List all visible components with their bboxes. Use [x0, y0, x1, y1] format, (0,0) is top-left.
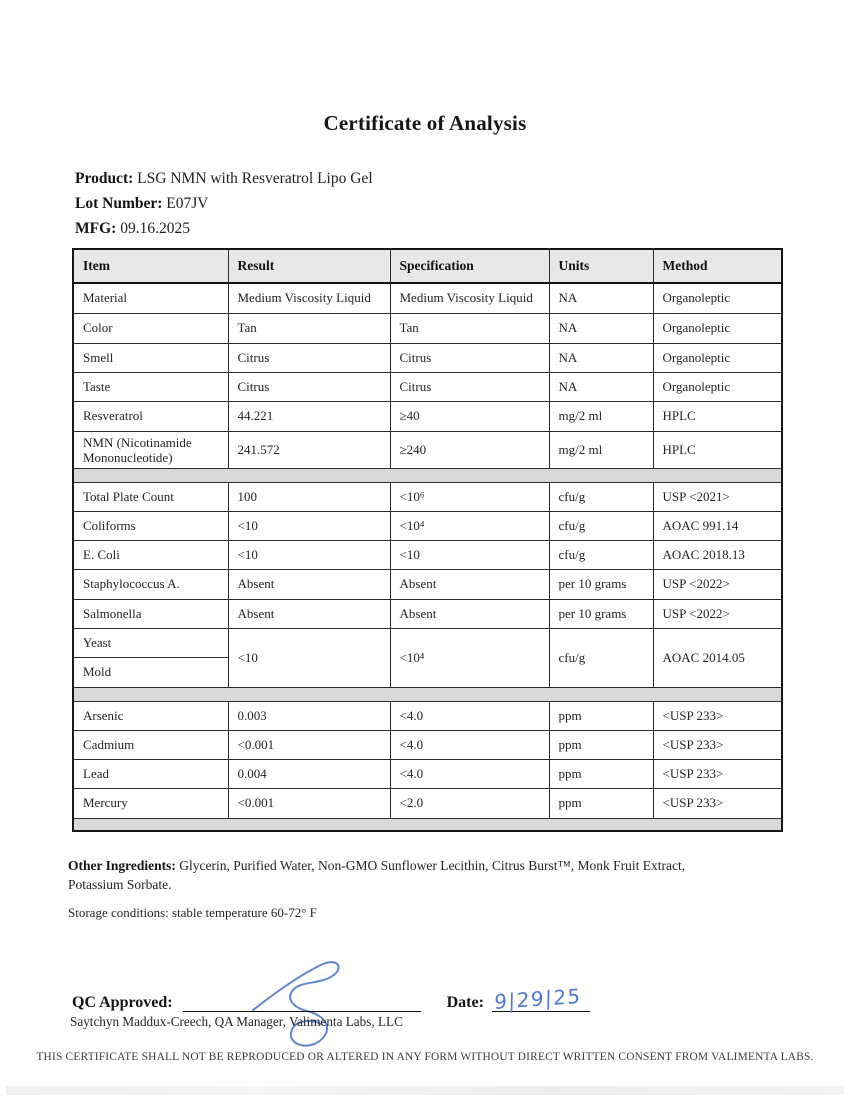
- cell-spec: Absent: [390, 569, 549, 599]
- cell-method: USP <2022>: [653, 569, 782, 599]
- table-row: [73, 730, 782, 759]
- cell-item: Material: [73, 283, 228, 313]
- cell-result: <10: [228, 628, 390, 687]
- column-header-units: Units: [549, 249, 653, 283]
- table-row: [73, 569, 782, 599]
- cell-method: <USP 233>: [653, 701, 782, 730]
- cell-result: Medium Viscosity Liquid: [228, 283, 390, 313]
- cell-units: cfu/g: [549, 628, 653, 687]
- cell-spec: <10: [390, 540, 549, 569]
- date-label: Date:: [446, 994, 484, 1011]
- cell-units: cfu/g: [549, 540, 653, 569]
- cell-method: Organoleptic: [653, 372, 782, 401]
- column-header-specification: Specification: [390, 249, 549, 283]
- table-row: [73, 599, 782, 628]
- cell-result: <10: [228, 540, 390, 569]
- cell-result: Citrus: [228, 343, 390, 372]
- cell-result: 241.572: [228, 431, 390, 468]
- approval-row: [72, 983, 590, 1014]
- cell-item: Resveratrol: [73, 401, 228, 431]
- product-label: Product:: [75, 170, 134, 187]
- scan-smudge: [6, 1086, 844, 1095]
- cell-spec: <2.0: [390, 788, 549, 818]
- cell-item: Color: [73, 313, 228, 343]
- cell-method: HPLC: [653, 401, 782, 431]
- cell-method: AOAC 2014.05: [653, 628, 782, 687]
- cell-method: <USP 233>: [653, 788, 782, 818]
- mfg-value: 09.16.2025: [120, 220, 190, 237]
- cell-spec: <10⁴: [390, 628, 549, 687]
- cell-item: Lead: [73, 759, 228, 788]
- separator-band: [73, 687, 782, 701]
- column-header-result: Result: [228, 249, 390, 283]
- cell-units: NA: [549, 343, 653, 372]
- cell-item: Mercury: [73, 788, 228, 818]
- cell-method: AOAC 991.14: [653, 511, 782, 540]
- cell-method: Organoleptic: [653, 313, 782, 343]
- cell-item: E. Coli: [73, 540, 228, 569]
- signer-name: Saytchyn Maddux-Creech, QA Manager, Valimenta Labs, LLC: [70, 1014, 403, 1029]
- cell-spec: Tan: [390, 313, 549, 343]
- product-value: LSG NMN with Resveratrol Lipo Gel: [137, 170, 373, 187]
- cell-units: NA: [549, 313, 653, 343]
- date-line: [492, 983, 590, 1014]
- cell-item: Mold: [73, 657, 228, 687]
- table-row: [73, 313, 782, 343]
- product-meta: [75, 166, 373, 241]
- mfg-line: [75, 216, 373, 241]
- table-row: [73, 482, 782, 511]
- cell-result: 0.004: [228, 759, 390, 788]
- separator-band: [73, 818, 782, 831]
- cell-item: NMN (Nicotinamide Mononucleotide): [73, 431, 228, 468]
- cell-spec: ≥40: [390, 401, 549, 431]
- column-header-method: Method: [653, 249, 782, 283]
- cell-units: cfu/g: [549, 511, 653, 540]
- signature-line: [183, 992, 421, 1012]
- cell-result: <0.001: [228, 730, 390, 759]
- cell-units: cfu/g: [549, 482, 653, 511]
- cell-item: Salmonella: [73, 599, 228, 628]
- lot-value: E07JV: [166, 195, 209, 212]
- cell-result: Citrus: [228, 372, 390, 401]
- cell-method: USP <2022>: [653, 599, 782, 628]
- table-row: [73, 372, 782, 401]
- cell-units: per 10 grams: [549, 599, 653, 628]
- page-title: Certificate of Analysis: [323, 111, 527, 135]
- other-ingredients: [68, 856, 740, 894]
- table-row: [73, 788, 782, 818]
- cell-spec: Citrus: [390, 343, 549, 372]
- cell-item: Cadmium: [73, 730, 228, 759]
- storage-conditions: Storage conditions: stable temperature 60-72° F: [68, 905, 317, 920]
- qc-approved-label: QC Approved:: [72, 994, 173, 1011]
- table-row-yeast: [73, 628, 782, 657]
- table-row: [73, 511, 782, 540]
- table-header-row: [73, 249, 782, 283]
- lot-label: Lot Number:: [75, 195, 163, 212]
- cell-units: NA: [549, 372, 653, 401]
- cell-spec: <4.0: [390, 701, 549, 730]
- cell-method: Organoleptic: [653, 283, 782, 313]
- table-row: [73, 540, 782, 569]
- column-header-item: Item: [73, 249, 228, 283]
- cell-result: <10: [228, 511, 390, 540]
- cell-result: Absent: [228, 599, 390, 628]
- cell-method: <USP 233>: [653, 730, 782, 759]
- table-row: [73, 759, 782, 788]
- cell-spec: <10⁶: [390, 482, 549, 511]
- cell-spec: ≥240: [390, 431, 549, 468]
- cell-units: per 10 grams: [549, 569, 653, 599]
- table-row: [73, 701, 782, 730]
- cell-item: Staphylococcus A.: [73, 569, 228, 599]
- cell-method: AOAC 2018.13: [653, 540, 782, 569]
- cell-item: Taste: [73, 372, 228, 401]
- cell-method: <USP 233>: [653, 759, 782, 788]
- cell-item: Coliforms: [73, 511, 228, 540]
- cell-spec: Absent: [390, 599, 549, 628]
- cell-result: <0.001: [228, 788, 390, 818]
- cell-spec: Medium Viscosity Liquid: [390, 283, 549, 313]
- cell-item: Yeast: [73, 628, 228, 657]
- table-row: [73, 283, 782, 313]
- mfg-label: MFG:: [75, 220, 117, 237]
- other-ingredients-value: Glycerin, Purified Water, Non-GMO Sunflower Lecithin, Citrus Burst™, Monk Fruit Extract, Potassium Sorbate.: [68, 857, 686, 892]
- cell-result: Tan: [228, 313, 390, 343]
- cell-units: ppm: [549, 730, 653, 759]
- cell-units: ppm: [549, 701, 653, 730]
- cell-spec: <10⁴: [390, 511, 549, 540]
- other-ingredients-label: Other Ingredients:: [68, 857, 176, 873]
- cell-item: Smell: [73, 343, 228, 372]
- cell-result: 0.003: [228, 701, 390, 730]
- cell-method: USP <2021>: [653, 482, 782, 511]
- cell-spec: Citrus: [390, 372, 549, 401]
- cell-method: HPLC: [653, 431, 782, 468]
- handwritten-date: 9|29|25: [493, 983, 582, 1014]
- cell-item: Total Plate Count: [73, 482, 228, 511]
- cell-units: ppm: [549, 759, 653, 788]
- cell-spec: <4.0: [390, 730, 549, 759]
- separator-band: [73, 468, 782, 482]
- table-row: [73, 431, 782, 468]
- cell-item: Arsenic: [73, 701, 228, 730]
- table-row: [73, 343, 782, 372]
- cell-units: mg/2 ml: [549, 401, 653, 431]
- cell-method: Organoleptic: [653, 343, 782, 372]
- product-line: [75, 166, 373, 191]
- cell-units: ppm: [549, 788, 653, 818]
- cell-spec: <4.0: [390, 759, 549, 788]
- coa-table: [72, 248, 783, 832]
- cell-result: 44.221: [228, 401, 390, 431]
- cell-units: mg/2 ml: [549, 431, 653, 468]
- cell-units: NA: [549, 283, 653, 313]
- cell-result: 100: [228, 482, 390, 511]
- lot-line: [75, 191, 373, 216]
- table-row: [73, 401, 782, 431]
- footer-disclaimer: THIS CERTIFICATE SHALL NOT BE REPRODUCED OR ALTERED IN ANY FORM WITHOUT DIRECT WRITTEN CONSENT FROM VALIMENTA LABS.: [36, 1051, 814, 1063]
- cell-result: Absent: [228, 569, 390, 599]
